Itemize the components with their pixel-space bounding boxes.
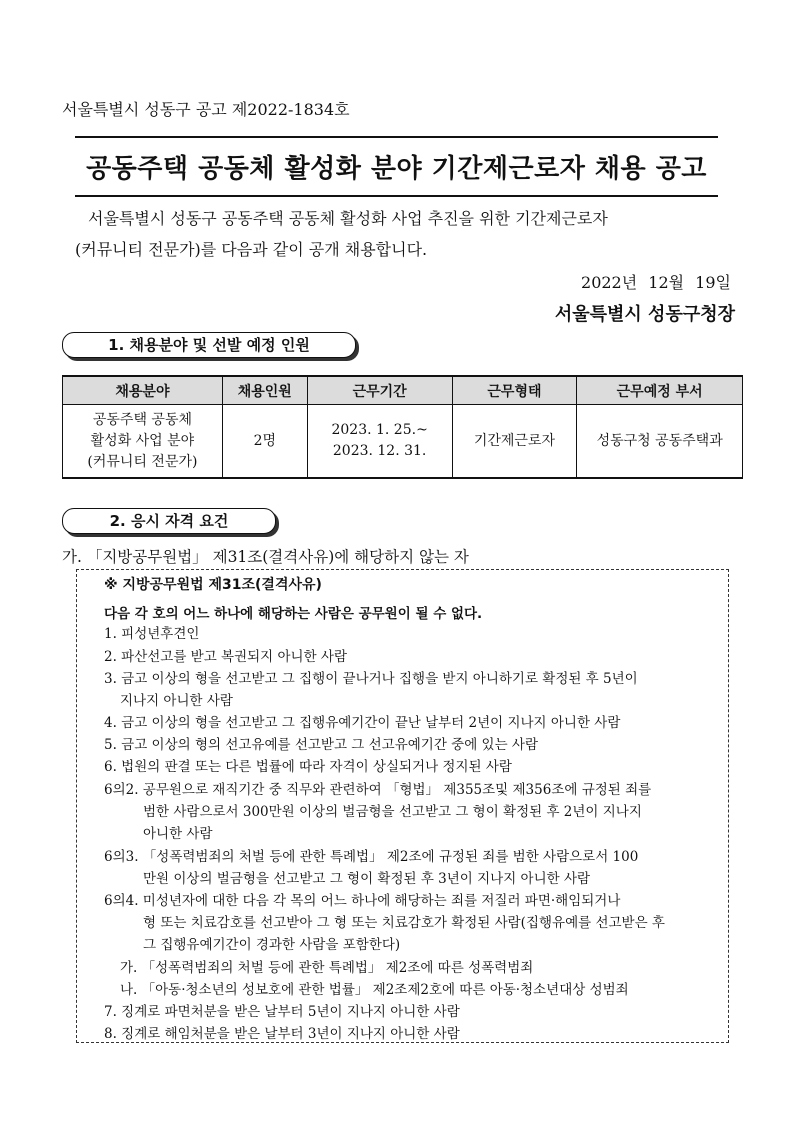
law-item-continued: 지나지 아니한 사람 xyxy=(120,693,233,709)
law-item: 1. 피성년후견인 xyxy=(104,626,200,642)
issuer-name: 서울특별시 성동구청장 xyxy=(554,304,735,325)
law-item: 8. 징계로 해임처분을 받은 날부터 3년이 지나지 아니한 사람 xyxy=(104,1026,460,1042)
intro-line-2: (커뮤니티 전문가)를 다음과 같이 공개 채용합니다. xyxy=(75,240,428,259)
field-line: (커뮤니티 전문가) xyxy=(87,453,198,470)
title-bottom-rule xyxy=(75,195,718,197)
period-start: 2023. 1. 25.~ xyxy=(331,422,428,438)
section-2-heading: 2. 응시 자격 요건 xyxy=(62,508,276,534)
page-title: 공동주택 공동체 활성화 분야 기간제근로자 채용 공고 xyxy=(86,154,707,184)
recruitment-table xyxy=(62,375,743,479)
cell-period xyxy=(307,405,452,479)
cell-type: 기간제근로자 xyxy=(452,405,577,479)
law-item: 6. 법원의 판결 또는 다른 법률에 따라 자격이 상실되거나 정지된 사람 xyxy=(104,759,512,775)
column-header-period: 근무기간 xyxy=(307,376,452,405)
law-item: 5. 금고 이상의 형의 선고유예를 선고받고 그 선고유예기간 중에 있는 사람 xyxy=(104,737,538,753)
law-sub-item: 가. 「성폭력범죄의 처벌 등에 관한 특례법」 제2조에 따른 성폭력범죄 xyxy=(120,960,534,976)
field-line: 활성화 사업 분야 xyxy=(90,432,195,449)
cell-department: 성동구청 공동주택과 xyxy=(577,405,743,479)
column-header-headcount: 채용인원 xyxy=(222,376,307,405)
field-line: 공동주택 공동체 xyxy=(92,411,192,428)
table-row xyxy=(63,405,743,479)
cell-headcount: 2명 xyxy=(222,405,307,479)
law-item: 6의3. 「성폭력범죄의 처벌 등에 관한 특례법」 제2조에 규정된 죄를 범한 사람으로서 100 xyxy=(104,849,639,865)
law-item-continued: 그 집행유예기간이 경과한 사람을 포함한다) xyxy=(143,937,401,953)
law-item: 7. 징계로 파면처분을 받은 날부터 5년이 지나지 아니한 사람 xyxy=(104,1004,460,1020)
column-header-type: 근무형태 xyxy=(452,376,577,405)
law-sub-item: 나. 「아동·청소년의 성보호에 관한 법률」 제2조제2호에 따른 아동·청소년대상 성범죄 xyxy=(120,982,629,998)
law-item: 6의4. 미성년자에 대한 다음 각 목의 어느 하나에 해당하는 죄를 저질러 파면·해임되거나 xyxy=(104,893,621,909)
law-item: 3. 금고 이상의 형을 선고받고 그 집행이 끝나거나 집행을 받지 아니하기로 확정된 후 5년이 xyxy=(104,671,638,687)
notice-date: 2022년 12월 19일 xyxy=(581,273,731,292)
law-excerpt-title: ※ 지방공무원법 제31조(결격사유) xyxy=(104,577,322,593)
table-header-row xyxy=(63,376,743,405)
section-1-heading: 1. 채용분야 및 선발 예정 인원 xyxy=(62,332,356,358)
law-item-continued: 범한 사람으로서 300만원 이상의 벌금형을 선고받고 그 형이 확정된 후 2년이 지나지 xyxy=(143,804,642,820)
column-header-field: 채용분야 xyxy=(63,376,223,405)
cell-field xyxy=(63,405,223,479)
law-item-continued: 만원 이상의 벌금형을 선고받고 그 형이 확정된 후 3년이 지나지 아니한 사람 xyxy=(143,871,591,887)
title-top-rule xyxy=(75,136,718,138)
law-item: 6의2. 공무원으로 재직기간 중 직무와 관련하여 「형법」 제355조및 제356조에 규정된 죄를 xyxy=(104,782,652,798)
column-header-department: 근무예정 부서 xyxy=(577,376,743,405)
period-end: 2023. 12. 31. xyxy=(332,443,427,459)
law-item-continued: 아니한 사람 xyxy=(143,826,213,842)
notice-number: 서울특별시 성동구 공고 제2022-1834호 xyxy=(62,100,350,119)
law-item-continued: 형 또는 치료감호를 선고받아 그 형 또는 치료감호가 확정된 사람(집행유예를 선고받은 후 xyxy=(143,915,665,931)
law-item: 2. 파산선고를 받고 복권되지 아니한 사람 xyxy=(104,649,347,665)
law-item: 4. 금고 이상의 형을 선고받고 그 집행유예기간이 끝난 날부터 2년이 지나지 아니한 사람 xyxy=(104,715,621,731)
intro-line-1: 서울특별시 성동구 공동주택 공동체 활성화 사업 추진을 위한 기간제근로자 xyxy=(88,209,608,228)
qualification-item-ga: 가. 「지방공무원법」 제31조(결격사유)에 해당하지 않는 자 xyxy=(62,548,469,566)
law-excerpt-subtitle: 다음 각 호의 어느 하나에 해당하는 사람은 공무원이 될 수 없다. xyxy=(104,606,483,622)
